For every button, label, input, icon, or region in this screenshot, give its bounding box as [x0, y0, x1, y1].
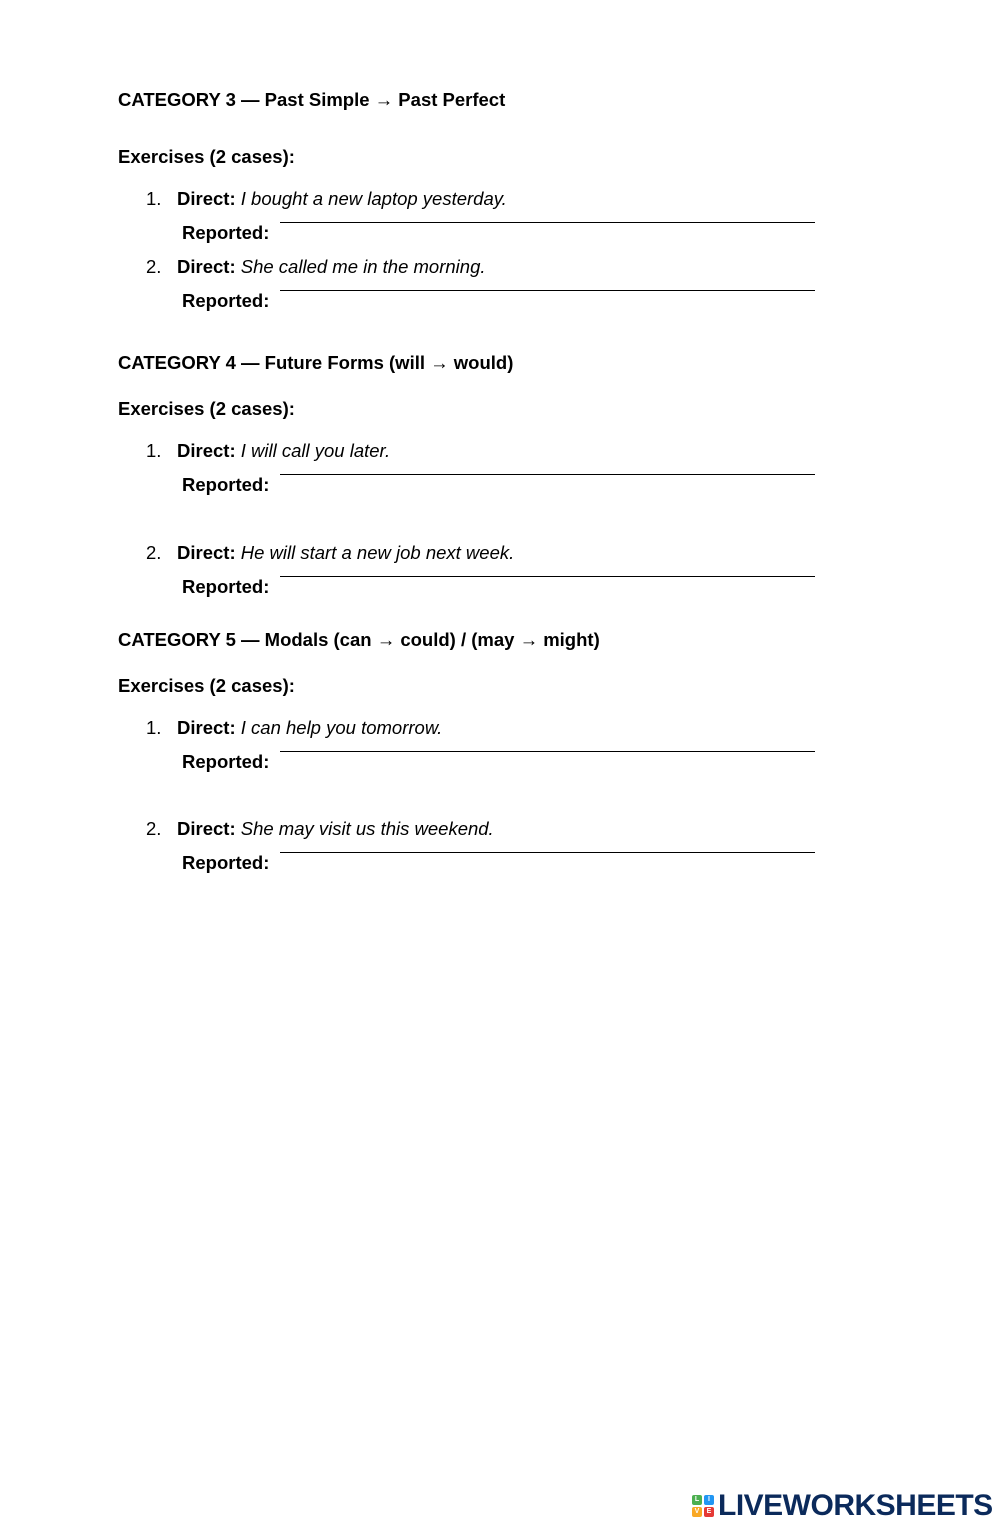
direct-label: Direct:: [177, 188, 236, 209]
category-3-item-1-answer-field[interactable]: [280, 222, 815, 223]
category-3-item-1-number: 1.: [146, 188, 162, 209]
category-3-item-1-direct: [177, 190, 507, 209]
category-5-item-2-answer-field[interactable]: [280, 852, 815, 853]
direct-label: Direct:: [177, 440, 236, 461]
category-5-item-1-direct: [177, 719, 442, 738]
category-4-item-2-answer-field[interactable]: [280, 576, 815, 577]
category-4-item-2-reported-label: Reported:: [182, 576, 270, 597]
logo-mark-tile: E: [704, 1507, 714, 1517]
category-5-heading: CATEGORY 5 — Modals (can → could) / (may → might): [118, 629, 600, 650]
direct-label: Direct:: [177, 256, 236, 277]
direct-label: Direct:: [177, 717, 236, 738]
category-5-item-2-reported-label: Reported:: [182, 852, 270, 873]
category-3-item-1-reported-label: Reported:: [182, 222, 270, 243]
category-4-item-1-reported-label: Reported:: [182, 474, 270, 495]
direct-label: Direct:: [177, 818, 236, 839]
category-4-exercises-label: Exercises (2 cases):: [118, 398, 295, 419]
category-4-item-1-direct: [177, 442, 390, 461]
direct-sentence: I will call you later.: [240, 440, 391, 461]
direct-sentence: He will start a new job next week.: [240, 542, 515, 563]
category-5-item-2-direct: [177, 820, 494, 839]
direct-label: Direct:: [177, 542, 236, 563]
direct-sentence: She called me in the morning.: [240, 256, 486, 277]
category-3-exercises-label: Exercises (2 cases):: [118, 146, 295, 167]
category-4-item-1-number: 1.: [146, 440, 162, 461]
category-4-heading: CATEGORY 4 — Future Forms (will → would): [118, 352, 514, 373]
category-5-item-2-number: 2.: [146, 818, 162, 839]
liveworksheets-logo-text: LIVEWORKSHEETS: [718, 1489, 993, 1522]
category-5-item-1-reported-label: Reported:: [182, 751, 270, 772]
direct-sentence: I bought a new laptop yesterday.: [240, 188, 507, 209]
category-3-item-2-answer-field[interactable]: [280, 290, 815, 291]
liveworksheets-logo[interactable]: [692, 1490, 993, 1522]
category-4-item-1-answer-field[interactable]: [280, 474, 815, 475]
category-3-item-2-number: 2.: [146, 256, 162, 277]
category-4-item-2-direct: [177, 544, 514, 563]
direct-sentence: I can help you tomorrow.: [240, 717, 443, 738]
liveworksheets-logo-icon: [692, 1495, 714, 1517]
logo-mark-tile: V: [692, 1507, 702, 1517]
category-3-heading: CATEGORY 3 — Past Simple → Past Perfect: [118, 89, 506, 110]
category-5-exercises-label: Exercises (2 cases):: [118, 675, 295, 696]
category-5-item-1-answer-field[interactable]: [280, 751, 815, 752]
category-3-item-2-direct: [177, 258, 486, 277]
category-3-item-2-reported-label: Reported:: [182, 290, 270, 311]
direct-sentence: She may visit us this weekend.: [240, 818, 494, 839]
category-5-item-1-number: 1.: [146, 717, 162, 738]
logo-mark-tile: L: [692, 1495, 702, 1505]
logo-mark-tile: I: [704, 1495, 714, 1505]
category-4-item-2-number: 2.: [146, 542, 162, 563]
